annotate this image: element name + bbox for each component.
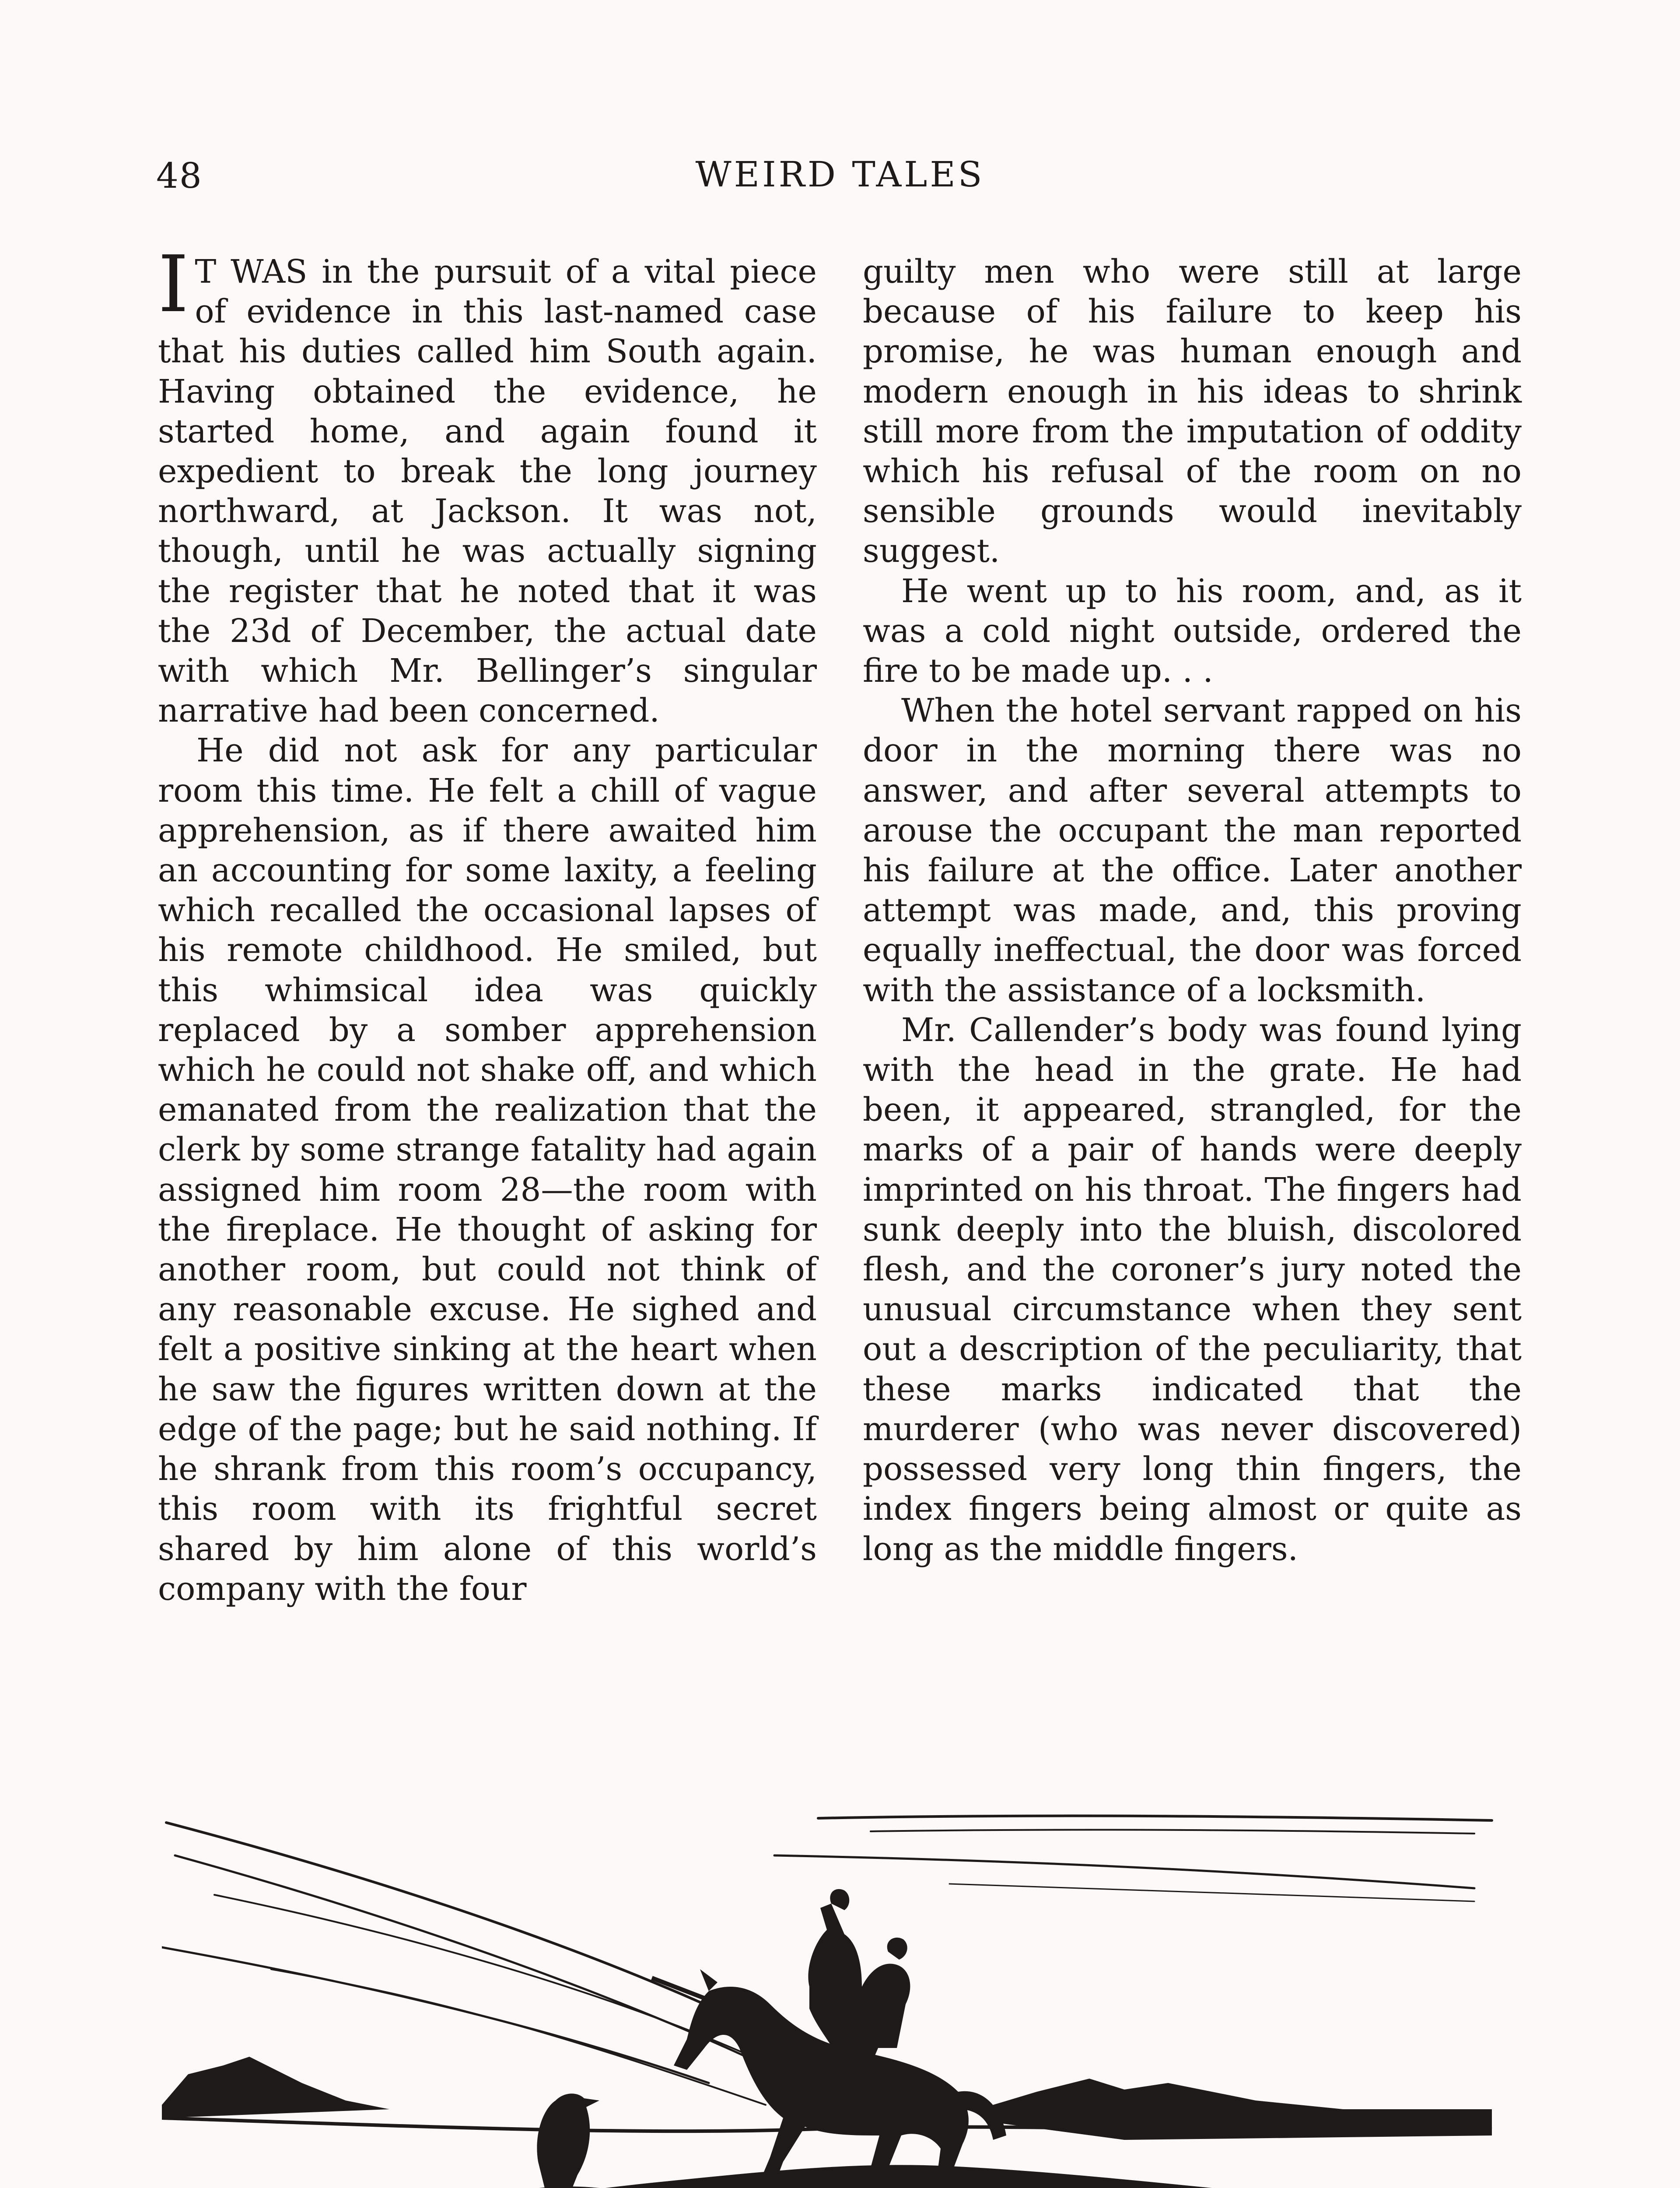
horse-ear bbox=[700, 1969, 718, 1991]
paragraph: When the hotel servant rapped on his door in the morning there was no answer, and after several attempts to arouse the occupant the man reported his failure at the office. Later another attempt was made, and, this proving equally ineffectual, the door was forced with the assistance of a locksmith. bbox=[863, 692, 1522, 1009]
raven bbox=[537, 2093, 599, 2188]
sky-line bbox=[871, 1830, 1474, 1834]
opening-paragraph-text: T WAS in the pursuit of a vital piece of evidence in this last-named case that his duties called him South again. Having obtained the evidence, he started home, and again found it expedient to break the long journey northward, at Jackson. It was not, though, until he was actually signing the register that he noted that it was the 23d of December, the actual date with which Mr. Bellinger’s singular narrative had been concerned. bbox=[158, 253, 817, 730]
illustration-svg bbox=[162, 1803, 1496, 2188]
hill-left bbox=[162, 2057, 389, 2118]
rider-silhouette-illustration bbox=[162, 1803, 1496, 2188]
paragraph: He went up to his room, and, as it was a cold night outside, ordered the fire to be made up. . . bbox=[863, 572, 1522, 690]
sky-line bbox=[175, 1855, 774, 2070]
right-column bbox=[863, 252, 1522, 1569]
left-column bbox=[158, 239, 817, 1609]
raven-body bbox=[537, 2093, 599, 2188]
rider-head bbox=[830, 1889, 849, 1910]
sky-line bbox=[818, 1816, 1492, 1820]
paragraph-continued: guilty men who were still at large because of his failure to keep his promise, he was human enough and modern enough in his ideas to shrink still more from the imputation of oddity which his refusal of the room on no sensible grounds would inevitably suggest. bbox=[863, 253, 1522, 570]
drop-cap: I bbox=[158, 239, 189, 330]
sky-line bbox=[774, 1855, 1474, 1888]
page-number: 48 bbox=[156, 155, 203, 196]
paragraph: He did not ask for any particular room this time. He felt a chill of vague apprehension, as if there awaited him an accounting for some laxity, a feeling which recalled the occasional lapses of his remote childhood. He smiled, but this whimsical idea was quickly replaced by a somber apprehension which he could not shake off, and which emanated from the realization that the clerk by some strange fatality had again assigned him room 28—the room with the fireplace. He thought of asking for another room, but could not think of any reasonable excuse. He sighed and felt a positive sinking at the heart when he saw the figures written down at the edge of the page; but he said nothing. If he shrank from this room’s occupancy, this room with its frightful secret shared by him alone of this world’s company with the four bbox=[158, 732, 817, 1608]
opening-paragraph bbox=[158, 239, 817, 731]
paragraph: Mr. Callender’s body was found lying with the head in the grate. He had been, it appeared, strangled, for the marks of a pair of hands were deeply imprinted on his throat. The fingers had sunk deeply into the bluish, discolored flesh, and the coroner’s jury noted the unusual circumstance when they sent out a description of the peculiarity, that these marks indicated that the murderer (who was never discovered) possessed very long thin fingers, the index fingers being almost or quite as long as the middle fingers. bbox=[863, 1011, 1522, 1568]
horse-and-rider bbox=[652, 1889, 1006, 2188]
running-title: WEIRD TALES bbox=[695, 154, 985, 195]
reins bbox=[652, 1978, 709, 2000]
sky-line bbox=[949, 1884, 1474, 1901]
passenger-head bbox=[887, 1938, 907, 1960]
